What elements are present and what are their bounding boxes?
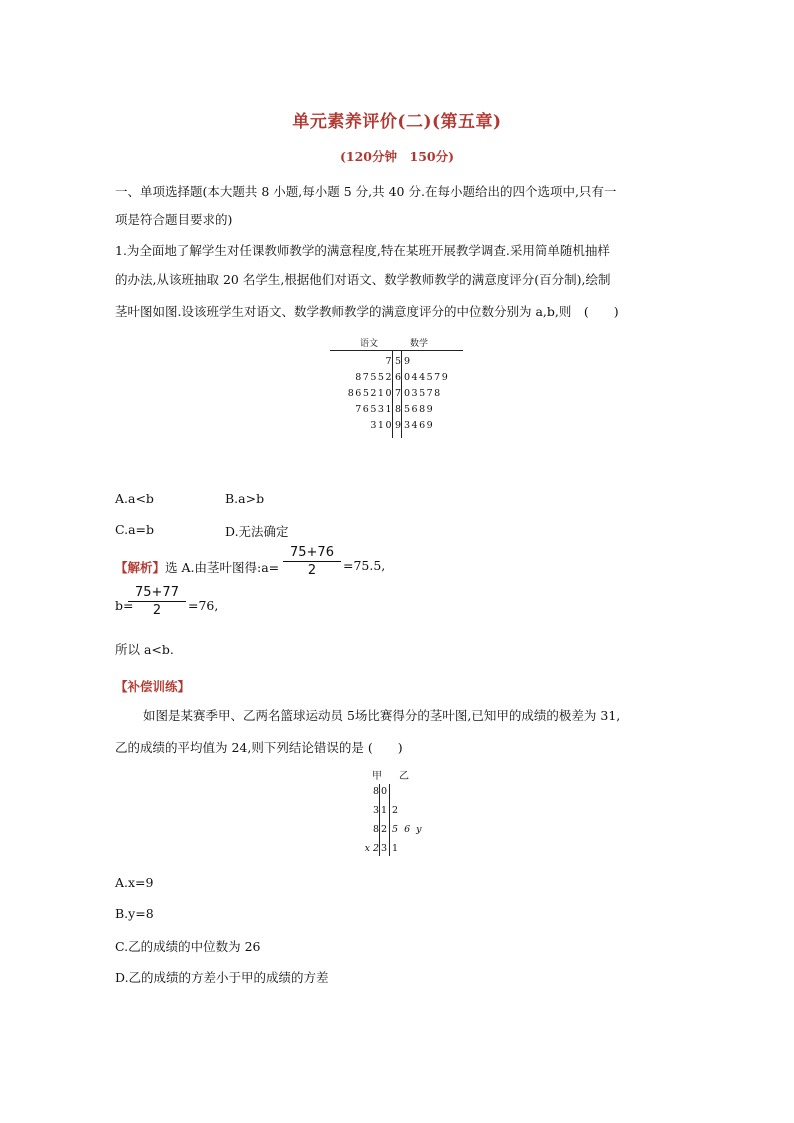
stem-leaf-right-leaves: 2 [392,805,399,816]
q1-option-d: D.无法确定 [225,524,289,539]
stem-leaf-divider-right [389,784,390,856]
stem-leaf-left-leaves: 87552 [355,372,393,383]
q1-option-c: C.a=b [115,522,155,537]
stem-leaf-left-leaves: x 2 [364,843,379,854]
stem-leaf-header-rule [330,350,463,351]
fraction-denominator: 2 [307,563,317,578]
q1-option-b: B.a>b [225,491,265,506]
supplement-tag: 【补偿训练】 [115,679,191,694]
stem-leaf-stem: 6 [394,372,402,383]
q1-text-line1: 1.为全面地了解学生对任课教师教学的满意程度,特在某班开展教学调查.采用简单随机抽样 [115,243,610,258]
stem-leaf-right-leaves: 9 [404,356,412,367]
stem-leaf-right-leaves: 3469 [404,420,435,431]
stem-leaf-left-leaves: 76531 [355,404,393,415]
fraction-numerator: 75+76 [290,545,334,560]
stem-leaf-left-leaves: 3 [372,805,379,816]
solution-fraction-1 [283,545,341,578]
stem-leaf-stem: 0 [380,786,388,797]
stem-leaf-left-header: 语文 [360,339,379,349]
stem-leaf-left-leaves: 8 [372,786,379,797]
supplement-option-d: D.乙的成绩的方差小于甲的成绩的方差 [115,970,329,985]
stem-leaf-right-leaves: 5689 [404,404,435,415]
stem-leaf-left-leaves: 8 [372,824,379,835]
stem-leaf-stem: 1 [380,805,388,816]
stem-leaf-right-leaves: 1 [392,843,399,854]
supplement-option-a: A.x=9 [115,875,154,890]
solution-text2-end: =76, [188,598,219,613]
solution-conclusion: 所以 a<b. [115,642,174,657]
stem-leaf-plot-jia-yi [355,767,455,857]
section-heading-line2: 项是符合题目要求的) [115,212,233,227]
fraction-numerator: 75+77 [135,585,179,600]
supplement-text-line2: 乙的成绩的平均值为 24,则下列结论错误的是 ( ) [115,740,403,755]
supplement-text-line1: 如图是某赛季甲、乙两名篮球运动员 5场比赛得分的茎叶图,已知甲的成绩的极差为 31, [143,708,621,723]
stem-leaf-right-leaves: 044579 [404,372,450,383]
q1-option-a: A.a<b [115,491,154,506]
fraction-denominator: 2 [152,603,162,618]
stem-leaf-left-leaves: 865210 [347,388,393,399]
q1-text-line3: 茎叶图如图.设该班学生对语文、数学教师教学的满意度评分的中位数分别为 a,b,则 ( ) [115,304,619,319]
stem-leaf-right-header: 乙 [399,771,409,782]
stem-leaf-right-leaves: 5 6 y [392,824,422,835]
solution-text2: b= [115,598,134,613]
stem-leaf-plot-chinese-math [330,333,465,438]
solution-line1 [115,558,279,576]
supplement-option-c: C.乙的成绩的中位数为 26 [115,939,261,954]
stem-leaf-left-leaves: 310 [370,420,393,431]
solution-text1-end: =75.5, [343,558,386,573]
stem-leaf-stem: 8 [394,404,402,415]
supplement-option-b: B.y=8 [115,906,154,921]
stem-leaf-right-header: 数学 [410,339,429,349]
stem-leaf-right-leaves: 03578 [404,388,442,399]
page-subtitle: (120分钟 150分) [339,149,454,164]
stem-leaf-left-leaves: 7 [385,356,393,367]
stem-leaf-stem: 7 [394,388,402,399]
solution-text1: 选 A.由茎叶图得:a= [165,560,280,575]
stem-leaf-stem: 3 [380,843,388,854]
fraction-bar [128,601,186,602]
page-title: 单元素养评价(二)(第五章) [292,112,502,132]
stem-leaf-left-header: 甲 [372,771,382,782]
solution-fraction-2 [128,585,186,618]
solution-tag: 【解析】 [115,560,166,575]
fraction-bar [283,561,341,562]
stem-leaf-stem: 2 [380,824,388,835]
section-heading-line1: 一、单项选择题(本大题共 8 小题,每小题 5 分,共 40 分.在每小题给出的四个选项中,只有一 [115,184,617,199]
q1-text-line2: 的办法,从该班抽取 20 名学生,根据他们对语文、数学教师教学的满意度评分(百分制),绘制 [115,272,611,287]
stem-leaf-stem: 5 [394,356,402,367]
stem-leaf-stem: 9 [394,420,402,431]
